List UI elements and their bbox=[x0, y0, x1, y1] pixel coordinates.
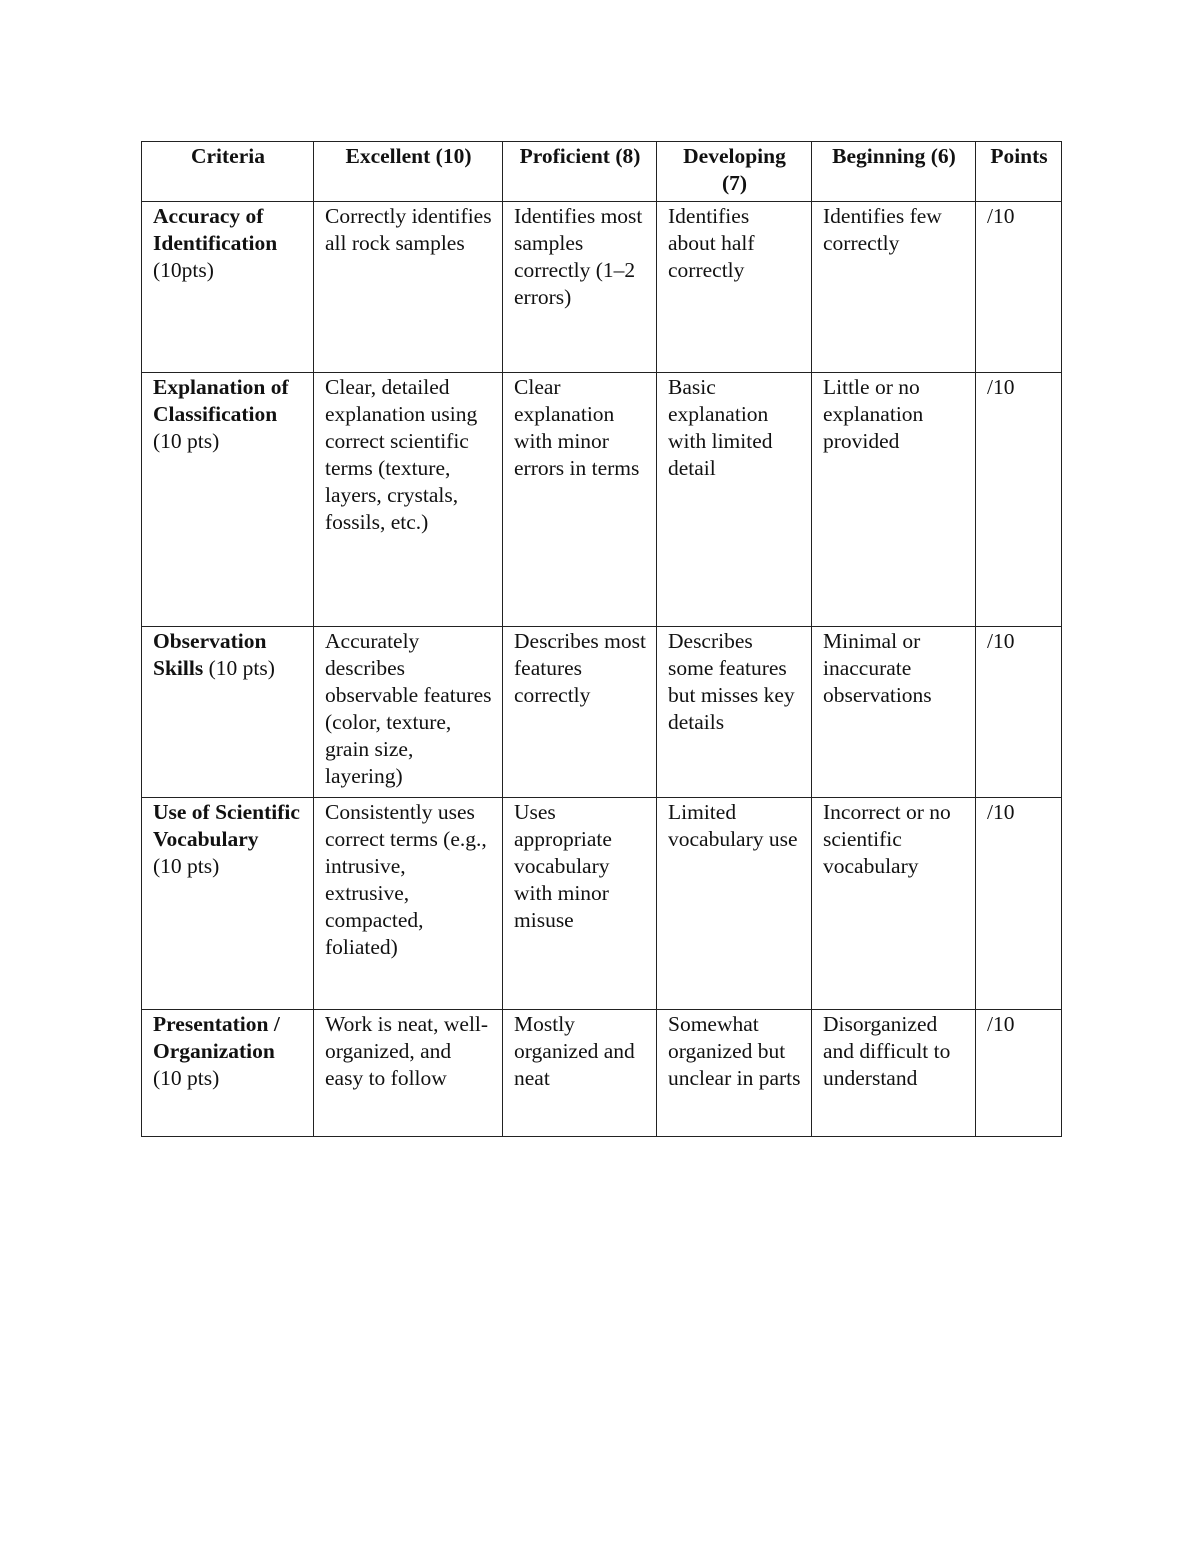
beginning-cell: Identifies few correctly bbox=[812, 202, 976, 373]
criteria-name: Use of Scientific Vocabulary bbox=[153, 800, 300, 851]
header-excellent: Excellent (10) bbox=[314, 142, 503, 202]
proficient-cell: Describes most features correctly bbox=[503, 627, 657, 798]
criteria-cell bbox=[142, 202, 314, 373]
header-criteria: Criteria bbox=[142, 142, 314, 202]
criteria-cell bbox=[142, 1010, 314, 1137]
criteria-points: (10 pts) bbox=[153, 429, 220, 453]
criteria-name: Explanation of Classification bbox=[153, 375, 289, 426]
table-header-row bbox=[142, 142, 1062, 202]
developing-cell: Identifies about half correctly bbox=[657, 202, 812, 373]
criteria-cell bbox=[142, 373, 314, 627]
developing-cell: Limited vocabulary use bbox=[657, 798, 812, 1010]
points-cell: /10 bbox=[976, 202, 1062, 373]
header-points: Points bbox=[976, 142, 1062, 202]
points-cell: /10 bbox=[976, 627, 1062, 798]
proficient-cell: Mostly organized and neat bbox=[503, 1010, 657, 1137]
points-cell: /10 bbox=[976, 798, 1062, 1010]
header-beginning: Beginning (6) bbox=[812, 142, 976, 202]
proficient-cell: Uses appropriate vocabulary with minor misuse bbox=[503, 798, 657, 1010]
developing-cell: Basic explanation with limited detail bbox=[657, 373, 812, 627]
criteria-cell bbox=[142, 798, 314, 1010]
criteria-points: (10 pts) bbox=[153, 854, 220, 878]
criteria-name: Observation Skills bbox=[153, 629, 267, 680]
beginning-cell: Incorrect or no scientific vocabulary bbox=[812, 798, 976, 1010]
criteria-points: (10 pts) bbox=[208, 656, 275, 680]
excellent-cell: Accurately describes observable features (color, texture, grain size, layering) bbox=[314, 627, 503, 798]
excellent-cell: Work is neat, well-organized, and easy to follow bbox=[314, 1010, 503, 1137]
beginning-cell: Disorganized and difficult to understand bbox=[812, 1010, 976, 1137]
table-row bbox=[142, 1010, 1062, 1137]
proficient-cell: Identifies most samples correctly (1–2 errors) bbox=[503, 202, 657, 373]
excellent-cell: Clear, detailed explanation using correct scientific terms (texture, layers, crystals, fossils, etc.) bbox=[314, 373, 503, 627]
header-developing: Developing (7) bbox=[657, 142, 812, 202]
table-row bbox=[142, 627, 1062, 798]
excellent-cell: Consistently uses correct terms (e.g., intrusive, extrusive, compacted, foliated) bbox=[314, 798, 503, 1010]
points-cell: /10 bbox=[976, 373, 1062, 627]
criteria-name: Accuracy of Identification bbox=[153, 204, 278, 255]
table-row bbox=[142, 798, 1062, 1010]
points-cell: /10 bbox=[976, 1010, 1062, 1137]
criteria-name: Presentation / Organization bbox=[153, 1012, 280, 1063]
developing-cell: Somewhat organized but unclear in parts bbox=[657, 1010, 812, 1137]
criteria-points: (10pts) bbox=[153, 258, 214, 282]
table-row bbox=[142, 373, 1062, 627]
excellent-cell: Correctly identifies all rock samples bbox=[314, 202, 503, 373]
table-row bbox=[142, 202, 1062, 373]
beginning-cell: Minimal or inaccurate observations bbox=[812, 627, 976, 798]
beginning-cell: Little or no explanation provided bbox=[812, 373, 976, 627]
proficient-cell: Clear explanation with minor errors in terms bbox=[503, 373, 657, 627]
developing-cell: Describes some features but misses key details bbox=[657, 627, 812, 798]
criteria-cell bbox=[142, 627, 314, 798]
criteria-points: (10 pts) bbox=[153, 1066, 220, 1090]
rubric-table bbox=[141, 141, 1062, 1137]
header-proficient: Proficient (8) bbox=[503, 142, 657, 202]
